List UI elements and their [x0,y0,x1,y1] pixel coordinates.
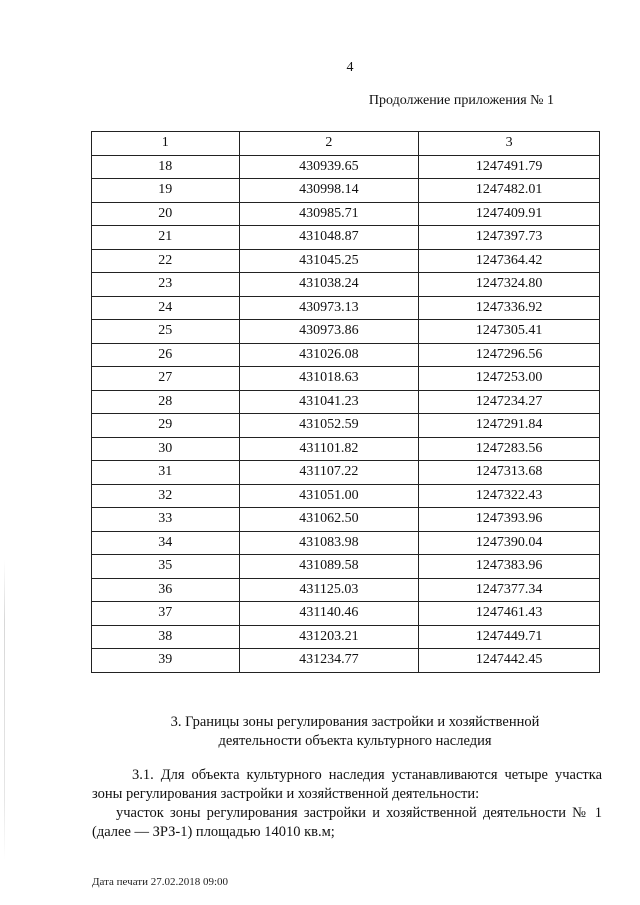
table-row [92,555,600,579]
table-cell: 38 [92,625,240,649]
table-cell: 1247442.45 [419,649,600,673]
continuation-note: Продолжение приложения № 1 [368,93,554,108]
table-cell: 1247336.92 [419,296,600,320]
table-row [92,437,600,461]
scan-edge-mark [4,560,5,860]
table-cell: 1247449.71 [419,625,600,649]
table-cell: 431052.59 [239,414,419,438]
table-cell: 23 [92,273,240,297]
page-number: 4 [346,60,354,75]
table-cell: 430973.13 [239,296,419,320]
table-cell: 29 [92,414,240,438]
table-row [92,296,600,320]
table-cell: 39 [92,649,240,673]
section-title [120,713,590,751]
table-cell: 1247253.00 [419,367,600,391]
table-cell: 35 [92,555,240,579]
table-cell: 36 [92,578,240,602]
table-cell: 430998.14 [239,179,419,203]
table-cell: 431048.87 [239,226,419,250]
table-cell: 431234.77 [239,649,419,673]
table-cell: 431018.63 [239,367,419,391]
table-cell: 431062.50 [239,508,419,532]
table-cell: 1247409.91 [419,202,600,226]
table-row [92,625,600,649]
table-cell: 1247322.43 [419,484,600,508]
table-cell: 431089.58 [239,555,419,579]
table-row [92,343,600,367]
paragraph: 3.1. Для объекта культурного наследия устанавливаются четыре участка зоны регулирования застройки и хозяйственной деятельности: [92,767,602,802]
table-row [92,531,600,555]
table-cell: 32 [92,484,240,508]
table-cell: 1247377.34 [419,578,600,602]
table-cell: 431107.22 [239,461,419,485]
table-cell: 20 [92,202,240,226]
table-cell: 1247461.43 [419,602,600,626]
table-cell: 431041.23 [239,390,419,414]
section-title-line: деятельности объекта культурного наследия [218,733,492,749]
table-cell: 1247296.56 [419,343,600,367]
table-row [92,367,600,391]
print-date-footer: Дата печати 27.02.2018 09:00 [92,876,229,888]
table-cell: 37 [92,602,240,626]
header-cell: 3 [419,132,600,156]
table-cell: 431051.00 [239,484,419,508]
table-cell: 1247324.80 [419,273,600,297]
table-row [92,602,600,626]
table-cell: 26 [92,343,240,367]
table-cell: 1247491.79 [419,155,600,179]
section-title-line: 3. Границы зоны регулирования застройки и хозяйственной [170,714,540,730]
coordinates-table [91,131,600,673]
table-cell: 431083.98 [239,531,419,555]
table-row [92,249,600,273]
table-cell: 34 [92,531,240,555]
table-row [92,578,600,602]
table-cell: 1247397.73 [419,226,600,250]
table-cell: 1247390.04 [419,531,600,555]
table-cell: 431038.24 [239,273,419,297]
table-cell: 1247364.42 [419,249,600,273]
paragraph: участок зоны регулирования застройки и хозяйственной деятельности № 1 (далее — ЗРЗ-1) площадью 14010 кв.м; [92,805,602,840]
table-row [92,155,600,179]
table-row [92,649,600,673]
table-cell: 431101.82 [239,437,419,461]
table-cell: 431140.46 [239,602,419,626]
table-cell: 28 [92,390,240,414]
table-cell: 1247234.27 [419,390,600,414]
table-cell: 430985.71 [239,202,419,226]
table-cell: 33 [92,508,240,532]
header-cell: 2 [239,132,419,156]
table-row [92,179,600,203]
table-cell: 430939.65 [239,155,419,179]
table-row [92,390,600,414]
table-cell: 431026.08 [239,343,419,367]
table-cell: 30 [92,437,240,461]
table-row [92,508,600,532]
table-cell: 1247393.96 [419,508,600,532]
table-cell: 1247313.68 [419,461,600,485]
table-cell: 19 [92,179,240,203]
table-cell: 24 [92,296,240,320]
table-cell: 431125.03 [239,578,419,602]
table-cell: 21 [92,226,240,250]
table-cell: 431203.21 [239,625,419,649]
table-cell: 31 [92,461,240,485]
table-row [92,484,600,508]
table-cell: 1247291.84 [419,414,600,438]
table-row [92,226,600,250]
table-cell: 27 [92,367,240,391]
table-row [92,273,600,297]
table-cell: 1247305.41 [419,320,600,344]
table-cell: 1247283.56 [419,437,600,461]
table-cell: 1247383.96 [419,555,600,579]
table-header-row [92,132,600,156]
table-cell: 1247482.01 [419,179,600,203]
table-row [92,202,600,226]
table-row [92,461,600,485]
table-cell: 430973.86 [239,320,419,344]
table-cell: 18 [92,155,240,179]
header-cell: 1 [92,132,240,156]
table-cell: 22 [92,249,240,273]
table-cell: 431045.25 [239,249,419,273]
table-row [92,320,600,344]
table-cell: 25 [92,320,240,344]
table-row [92,414,600,438]
